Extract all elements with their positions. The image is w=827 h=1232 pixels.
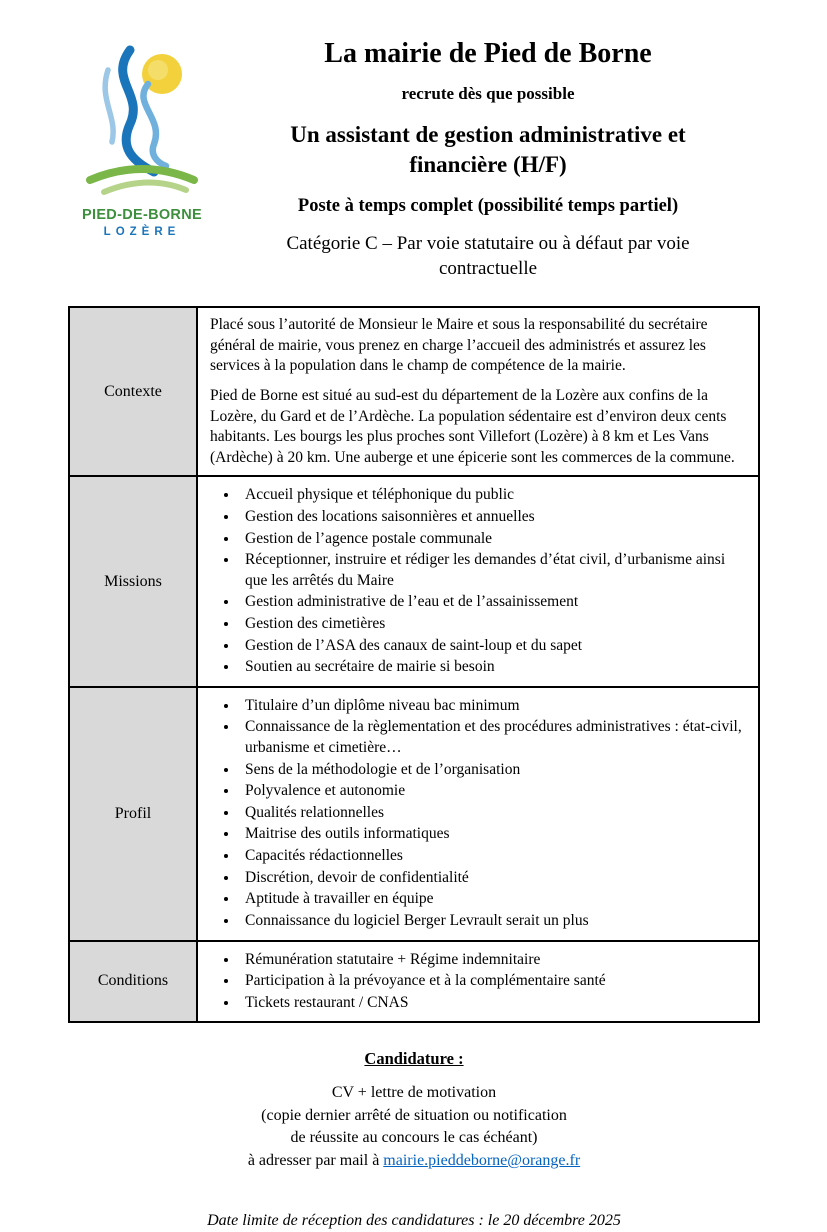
bullet-item: • Gestion des locations saisonnières et annuelles (239, 507, 748, 528)
bullet-item: • Rémunération statutaire + Régime indemnitaire (239, 950, 748, 971)
bullet-item: • Tickets restaurant / CNAS (239, 993, 748, 1014)
row-label: Conditions (69, 941, 197, 1023)
bullet-item: • Connaissance du logiciel Berger Levrault serait un plus (239, 911, 748, 932)
bullet-item: • Accueil physique et téléphonique du public (239, 485, 748, 506)
bullet-list (210, 485, 748, 677)
table-row (69, 941, 759, 1023)
candidature-line: de réussite au concours le cas échéant) (290, 1129, 538, 1147)
bullet-item: • Gestion des cimetières (239, 614, 748, 635)
category-line: Catégorie C – Par voie statutaire ou à défaut par voie contractuelle (286, 232, 690, 280)
recruit-line: recrute dès que possible (401, 84, 575, 103)
row-label: Contexte (69, 307, 197, 476)
candidature-line: (copie dernier arrêté de situation ou notification (261, 1106, 567, 1124)
bullet-item: • Capacités rédactionnelles (239, 846, 748, 867)
row-content (197, 307, 759, 476)
bullet-list (210, 696, 748, 932)
bullet-item: • Gestion de l’ASA des canaux de saint-loup et du sapet (239, 636, 748, 657)
row-content (197, 941, 759, 1023)
table-row (69, 307, 759, 476)
table-row (69, 476, 759, 686)
bullet-item: • Titulaire d’un diplôme niveau bac minimum (239, 696, 748, 717)
info-table-body (69, 307, 759, 1022)
info-table (68, 306, 760, 1023)
email-prefix: à adresser par mail à (247, 1151, 384, 1169)
row-label: Missions (69, 476, 197, 686)
deadline-text: Date limite de réception des candidatures : le 20 décembre 2025 (207, 1212, 621, 1229)
candidature-title: Candidature : (364, 1049, 464, 1069)
row-label: Profil (69, 687, 197, 941)
row-content (197, 687, 759, 941)
bullet-item: • Soutien au secrétaire de mairie si besoin (239, 657, 748, 678)
bullet-item: • Polyvalence et autonomie (239, 781, 748, 802)
bullet-list (210, 950, 748, 1014)
row-content (197, 476, 759, 686)
bullet-item: • Sens de la méthodologie et de l’organisation (239, 760, 748, 781)
bullet-item: • Connaissance de la règlementation et des procédures administratives : état-civil, urbanisme et cimetière… (239, 717, 748, 758)
candidature-section (68, 1047, 760, 1232)
page-title: La mairie de Pied de Borne (324, 38, 652, 69)
bullet-item: • Réceptionner, instruire et rédiger les demandes d’état civil, d’urbanisme ainsi que les arrêtés du Maire (239, 550, 748, 591)
bullet-item: • Maitrise des outils informatiques (239, 824, 748, 845)
table-row (69, 687, 759, 941)
content-paragraph: Pied de Borne est situé au sud-est du département de la Lozère aux confins de la Lozère, du Gard et de l’Ardèche. La population sédentaire est d’environ deux cents habitants. Les bourgs les plus proches sont Villefort (Lozère) à 8 km et Les Vans (Ardèche) à 20 km. Une auberge et une épicerie sont les commerces de la commune. (210, 386, 735, 466)
bullet-item: • Gestion de l’agence postale communale (239, 529, 748, 550)
bullet-item: • Discrétion, devoir de confidentialité (239, 868, 748, 889)
commune-logo (68, 34, 216, 238)
bullet-item: • Participation à la prévoyance et à la complémentaire santé (239, 971, 748, 992)
bullet-item: • Qualités relationnelles (239, 803, 748, 824)
content-paragraph: Placé sous l’autorité de Monsieur le Maire et sous la responsabilité du secrétaire général de mairie, vous prenez en charge l’accueil des administrés et assurez les services à la population dans le champ de compétence de la mairie. (210, 316, 708, 375)
candidature-line: CV + lettre de motivation (331, 1084, 497, 1102)
logo-commune-name: PIED-DE-BORNE (82, 207, 202, 223)
job-title: Un assistant de gestion administrative et financière (H/F) (290, 122, 686, 177)
email-link[interactable]: mairie.pieddeborne@orange.fr (383, 1151, 581, 1169)
bullet-item: • Aptitude à travailler en équipe (239, 889, 748, 910)
logo-department-name: LOZÈRE (103, 226, 181, 238)
position-line: Poste à temps complet (possibilité temps partiel) (297, 195, 679, 216)
candidature-lines (68, 1082, 760, 1149)
bullet-item: • Gestion administrative de l’eau et de l’assainissement (239, 592, 748, 613)
header-text (216, 34, 760, 282)
commune-logo-graphic (72, 42, 212, 200)
header (68, 34, 760, 282)
